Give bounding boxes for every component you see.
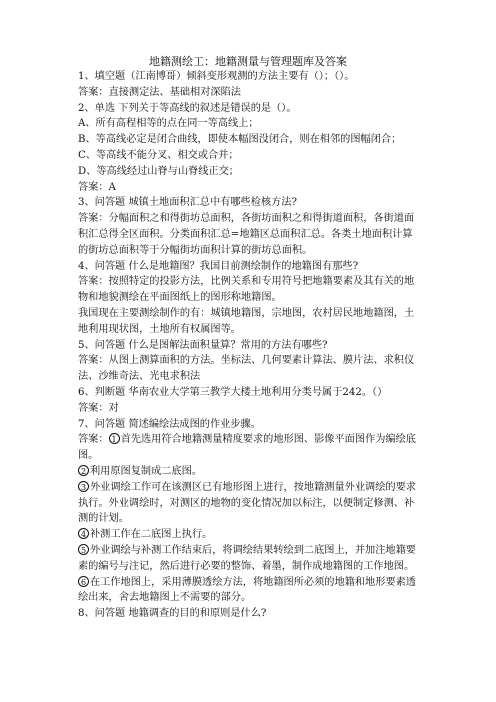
circled-number-3: 3 [78,481,89,492]
q2-question: 2、单选 下列关于等高线的叙述是错误的是（）。 [78,102,297,114]
document-body [78,69,421,622]
step-text: 补测工作在二底图上执行。 [90,529,213,541]
answer-prefix: 答案： [78,434,109,446]
q7-step-4 [78,527,421,543]
step-text: 首先选用符合地籍测量精度要求的地形图、影像平面图作为编绘底图。 [78,434,416,462]
q7-step-5 [78,543,421,575]
step-text: 利用原图复制成二底图。 [90,465,203,477]
step-text: 在工作地图上，采用薄膜透绘方法，将地籍图所必须的地籍和地形要素透绘出来，舍去地籍图上不需要的部分。 [78,576,416,604]
q8-question: 8、问答题 地籍调查的目的和原则是什么? [78,608,267,620]
q1-question: 1、填空题（江南博哥）倾斜变形观测的方法主要有（）；（）。 [78,71,355,82]
circled-number-4: 4 [78,528,89,539]
q4-answer-continued: 我国现在主要测绘制作的有：城镇地籍图，宗地图，农村居民地地籍图，土地利用现状图，土地所有权属图等。 [78,307,415,335]
q1-answer: 答案：直接测定法、基础相对深陷法 [78,86,241,98]
circled-number-6: 6 [78,576,89,587]
q7-question: 7、问答题 简述编绘法成图的作业步骤。 [78,418,261,430]
q4-question: 4、问答题 什么是地籍图？我国目前测绘制作的地籍图有那些? [78,260,359,272]
q3-answer: 答案：分幅面积之和得街坊总面积，各街坊面积之和得街道面积，各街道面积汇总得全区面积。分类面积汇总=地籍区总面积汇总。各类土地面积计算的街坊总面积等于分幅街坊面积计算的街坊总面积。 [78,213,415,256]
circled-number-5: 5 [78,544,89,555]
q5-question: 5、问答题 什么是图解法面积量算？常用的方法有哪些? [78,339,328,351]
step-text: 外业调绘工作可在该测区已有地形图上进行，按地籍测量外业调绘的要求执行。外业调绘时，对测区的地物的变化情况加以标注，以便制定修测、补测的计划。 [78,481,416,525]
q7-step-3 [78,480,421,527]
q6-question: 6、判断题 华南农业大学第三教学大楼土地利用分类号属于242。（） [78,386,388,398]
q2-answer: 答案：A [78,181,116,193]
circled-number-2: 2 [78,465,89,476]
q5-answer: 答案：从图上测算面积的方法。坐标法、几何要素计算法、膜片法、求积仪法、沙维奇法、光电求积法 [78,355,415,383]
q7-step-2 [78,464,421,480]
q2-option-d: D、等高线经过山脊与山脊线正交； [78,165,239,177]
step-text: 外业调绘与补测工作结束后，将调绘结果转绘到二底图上，并加注地籍要素的编号与注记，然后进行必要的整饰、着墨，制作成地籍图的工作地图。 [78,544,416,572]
circled-number-1: 1 [109,433,120,444]
q4-answer: 答案：按照特定的投影方法，比例关系和专用符号把地籍要素及其有关的地物和地貌测绘在平面图纸上的图形称地籍图。 [78,276,415,304]
q7-step-6 [78,575,421,607]
q2-option-a: A、所有高程相等的点在同一等高线上； [78,118,259,130]
q2-option-b: B、等高线必定是闭合曲线，即使本幅图没闭合，则在相邻的图幅闭合； [78,134,402,146]
document-title: 地籍测绘工：地籍测量与管理题库及答案 [149,55,347,68]
q7-step-1 [78,432,421,464]
q3-question: 3、问答题 城镇土地面积汇总中有哪些检核方法? [78,197,297,209]
q2-option-c: C、等高线不能分叉、相交或合并； [78,149,239,161]
q6-answer: 答案：对 [78,402,119,414]
